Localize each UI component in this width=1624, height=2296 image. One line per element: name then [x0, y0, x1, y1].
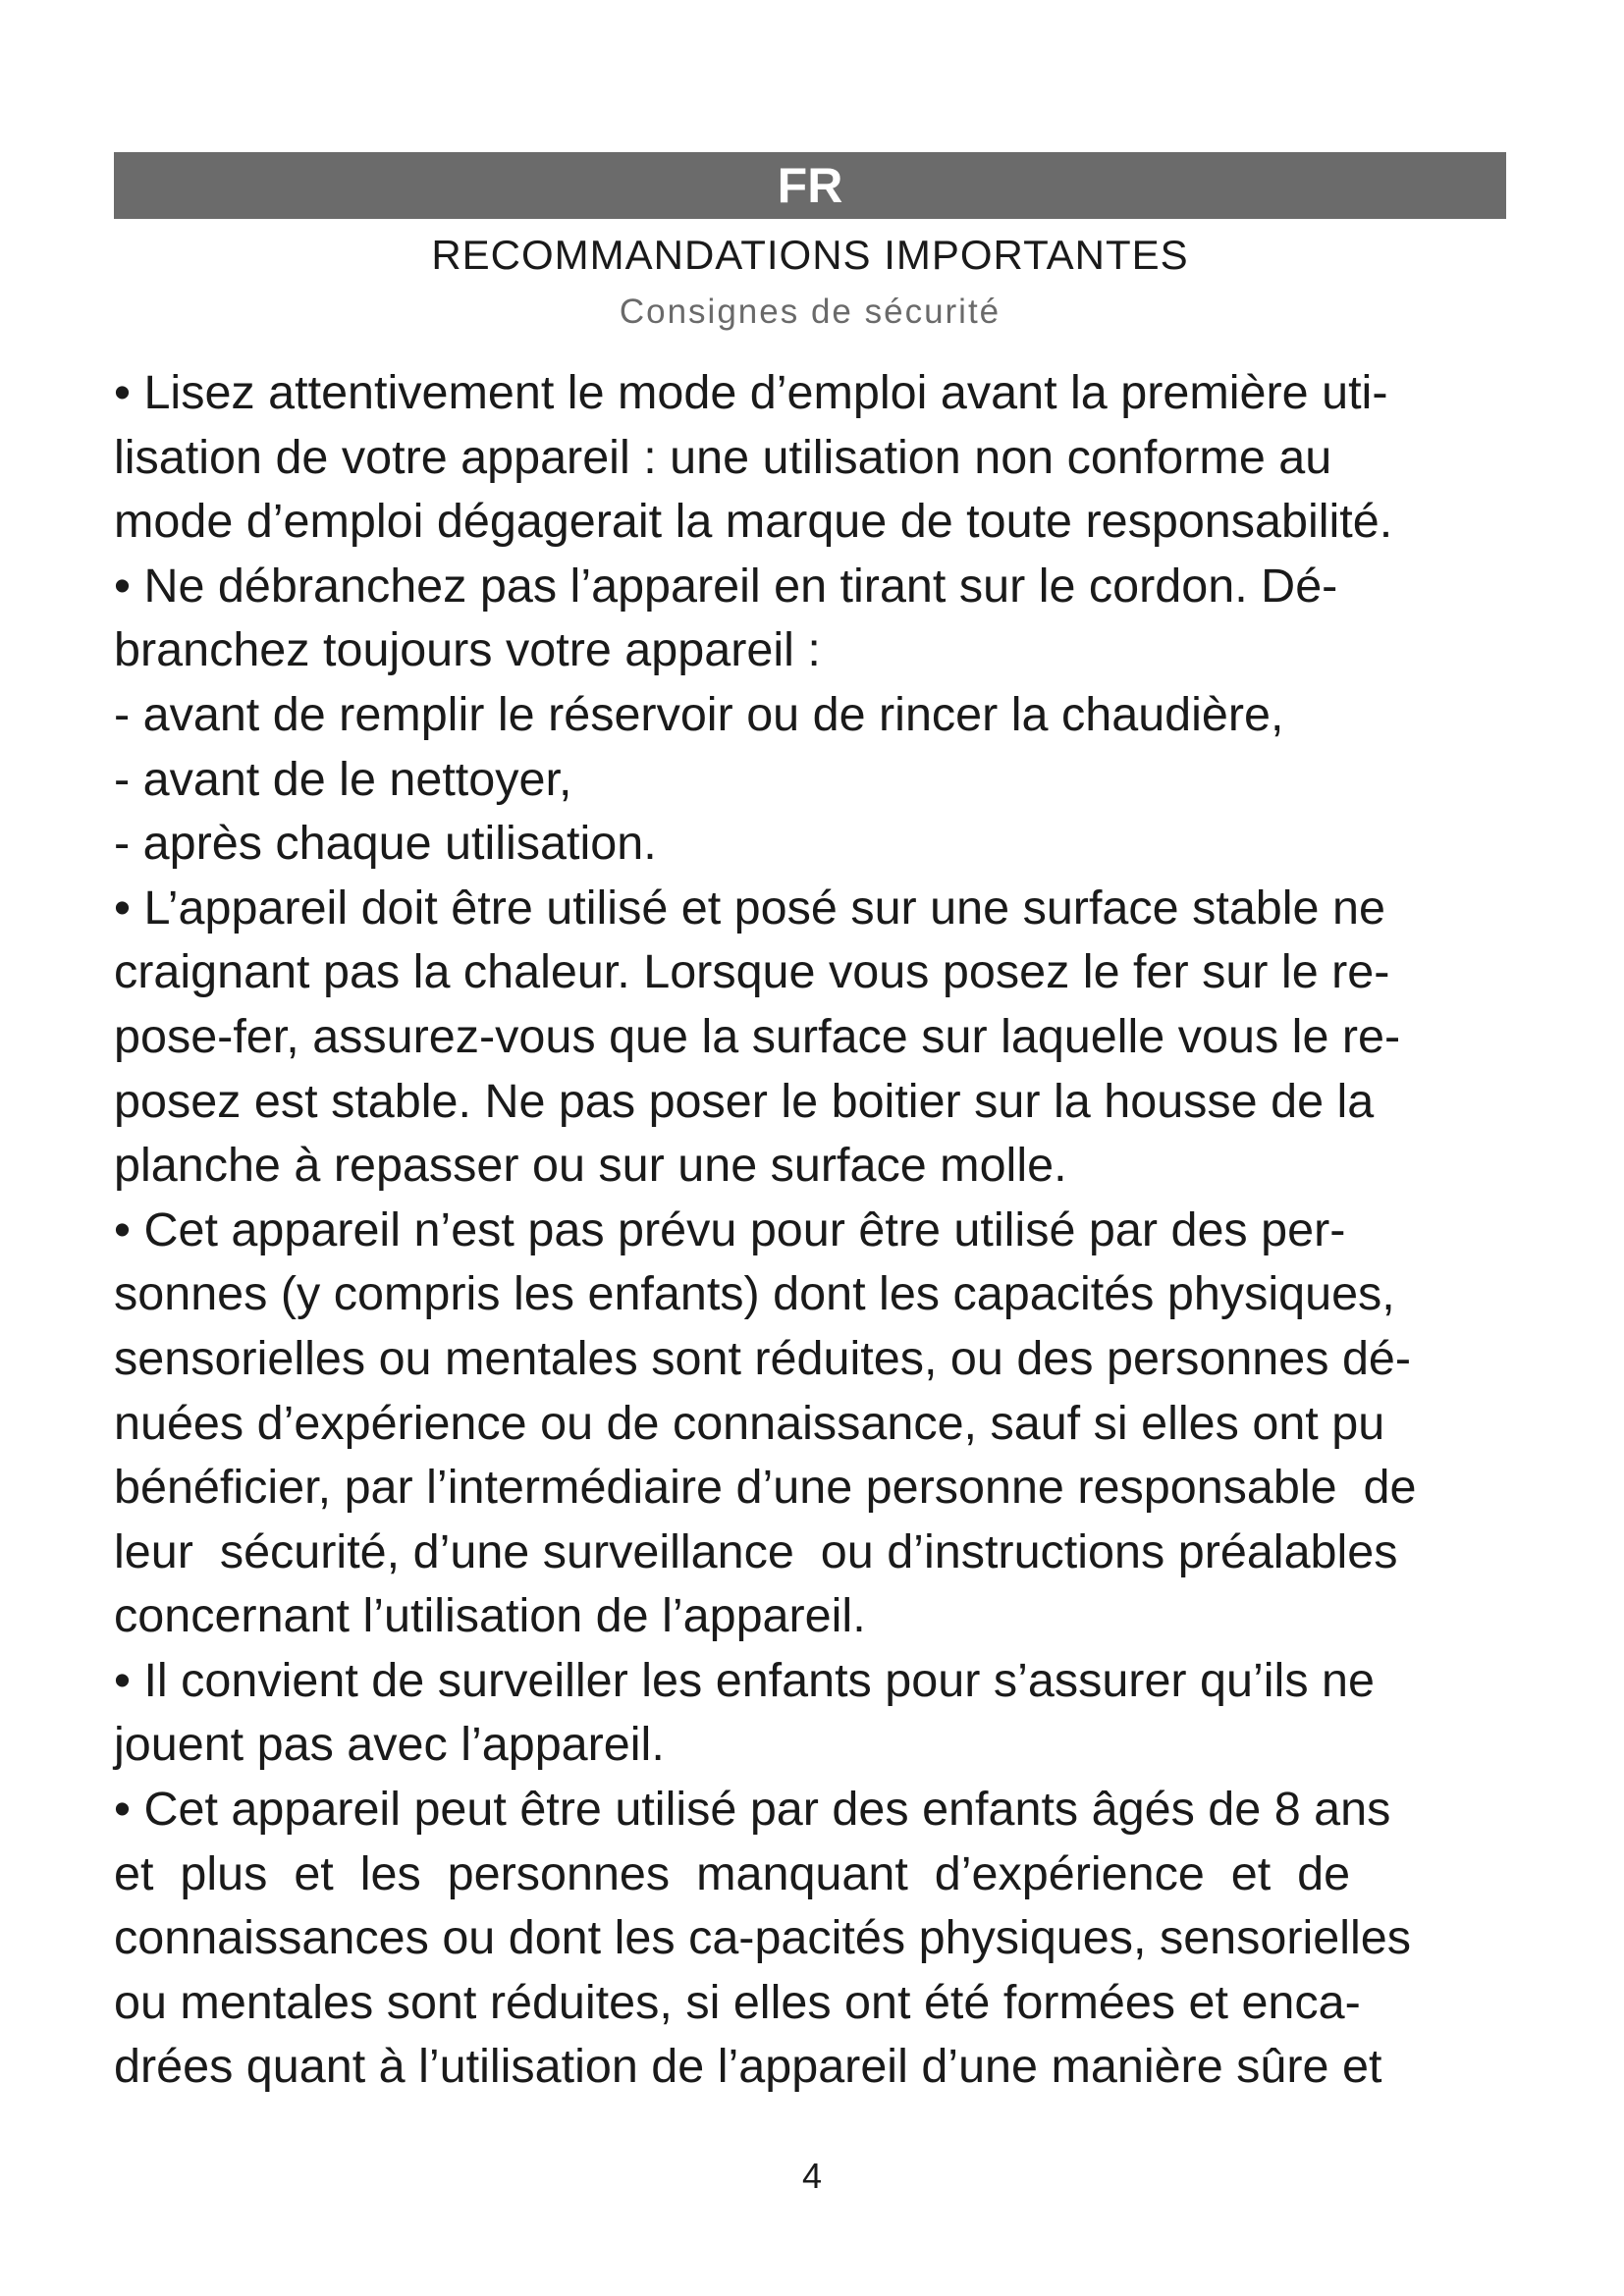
text-line: mode d’emploi dégagerait la marque de toute responsabilité.	[114, 495, 1393, 549]
text-line: bénéficier, par l’intermédiaire d’une personne responsable de	[114, 1461, 1417, 1515]
text-line: • Cet appareil peut être utilisé par des enfants âgés de 8 ans	[114, 1783, 1391, 1837]
text-line: jouent pas avec l’appareil.	[114, 1718, 665, 1772]
text-line: ou mentales sont réduites, si elles ont été formées et enca-	[114, 1975, 1361, 2029]
text-line: • Il convient de surveiller les enfants pour s’assurer qu’ils ne	[114, 1653, 1375, 1707]
text-line: drées quant à l’utilisation de l’appareil d’une manière sûre et	[114, 2040, 1382, 2094]
page-number: 4	[801, 2156, 823, 2196]
text-line: • Ne débranchez pas l’appareil en tirant sur le cordon. Dé-	[114, 559, 1338, 613]
text-line: • L’appareil doit être utilisé et posé sur une surface stable ne	[114, 881, 1385, 934]
text-line: • Cet appareil n’est pas prévu pour être utilisé par des per-	[114, 1202, 1346, 1256]
text-line: craignant pas la chaleur. Lorsque vous posez le fer sur le re-	[114, 945, 1390, 999]
text-line: pose-fer, assurez-vous que la surface sur laquelle vous le re-	[114, 1009, 1401, 1063]
text-line: leur sécurité, d’une surveillance ou d’instructions préalables	[114, 1524, 1398, 1578]
text-line: nuées d’expérience ou de connaissance, sauf si elles ont pu	[114, 1396, 1385, 1450]
text-line: posez est stable. Ne pas poser le boitier sur la housse de la	[114, 1074, 1375, 1128]
text-line: • Lisez attentivement le mode d’emploi avant la première uti-	[114, 366, 1388, 419]
text-line: - avant de le nettoyer,	[114, 752, 572, 806]
text-line: lisation de votre appareil : une utilisation non conforme au	[114, 430, 1332, 484]
safety-instructions	[114, 361, 1587, 2100]
text-line: - après chaque utilisation.	[114, 817, 657, 871]
text-line: connaissances ou dont les ca-pacités physiques, sensorielles	[114, 1911, 1412, 1965]
text-line: et plus et les personnes manquant d’expérience et de	[114, 1846, 1351, 1900]
page-subtitle: Consignes de sécurité	[619, 293, 1001, 331]
text-line: planche à repasser ou sur une surface molle.	[114, 1139, 1067, 1193]
text-line: - avant de remplir le réservoir ou de rincer la chaudière,	[114, 687, 1284, 741]
text-line: sensorielles ou mentales sont réduites, ou des personnes dé-	[114, 1331, 1412, 1385]
text-line: branchez toujours votre appareil :	[114, 623, 821, 677]
text-line: concernant l’utilisation de l’appareil.	[114, 1589, 866, 1643]
text-line: sonnes (y compris les enfants) dont les capacités physiques,	[114, 1267, 1395, 1321]
language-banner: FR	[114, 152, 1506, 219]
page-title: RECOMMANDATIONS IMPORTANTES	[431, 232, 1189, 278]
